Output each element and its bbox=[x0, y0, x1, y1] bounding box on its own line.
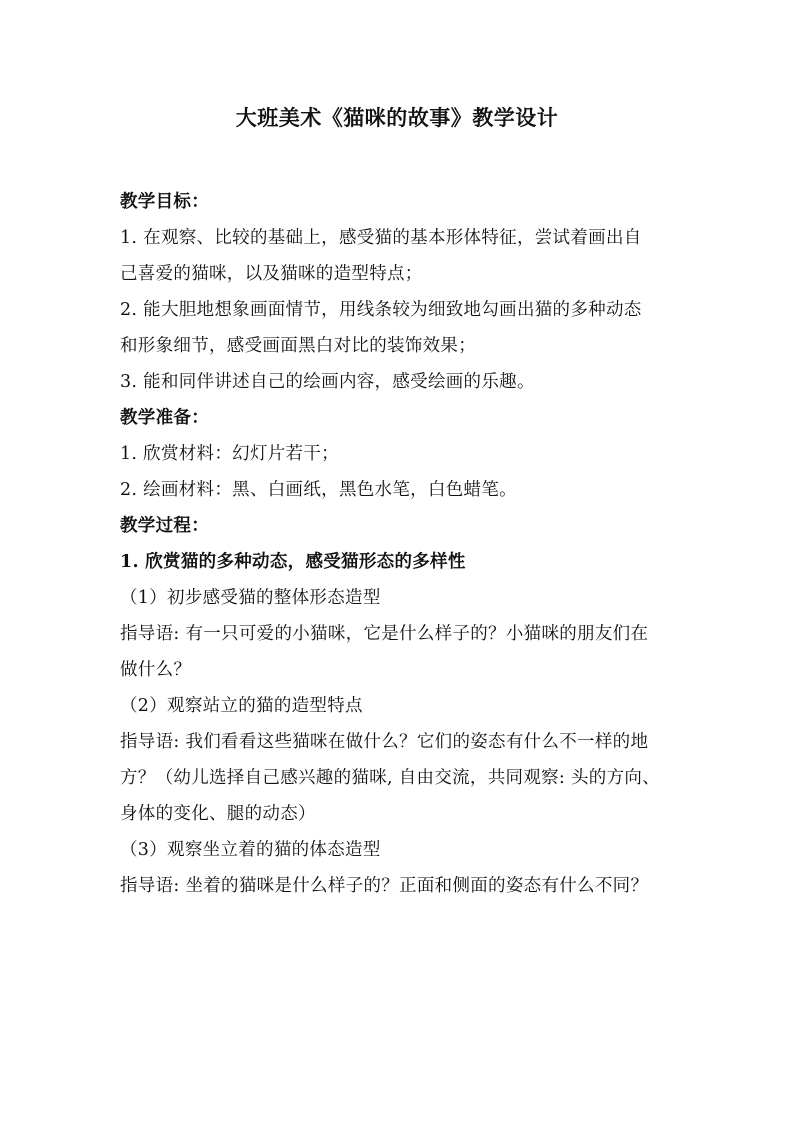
guide-2-line-3: 身体的变化、腿的动态） bbox=[120, 804, 316, 824]
guide-3-line-1: 指导语: 坐着的猫咪是什么样子的？正面和侧面的姿态有什么不同？ bbox=[120, 876, 649, 896]
guide-2-line-1: 指导语: 我们看看这些猫咪在做什么？它们的姿态有什么不一样的地 bbox=[120, 732, 649, 752]
prep-2: 2. 绘画材料：黑、白画纸，黑色水笔，白色蜡笔。 bbox=[120, 480, 517, 500]
goal-1-line-1: 1. 在观察、比较的基础上，感受猫的基本形体特征，尝试着画出自 bbox=[120, 228, 642, 248]
document-title: 大班美术《猫咪的故事》教学设计 bbox=[235, 105, 559, 130]
goal-3: 3. 能和同伴讲述自己的绘画内容，感受绘画的乐趣。 bbox=[120, 372, 535, 392]
substep-1: （1）初步感受猫的整体形态造型 bbox=[120, 588, 381, 608]
guide-2-line-2: 方？（幼儿选择自己感兴趣的猫咪, 自由交流，共同观察: 头的方向、 bbox=[120, 768, 660, 788]
goal-1-line-2: 己喜爱的猫咪，以及猫咪的造型特点； bbox=[120, 264, 423, 284]
substep-2: （2）观察站立的猫的造型特点 bbox=[120, 696, 363, 716]
heading-teaching-goals: 教学目标： bbox=[120, 192, 209, 212]
guide-1-line-1: 指导语: 有一只可爱的小猫咪，它是什么样子的？小猫咪的朋友们在 bbox=[120, 624, 649, 644]
heading-teaching-preparation: 教学准备： bbox=[120, 408, 209, 428]
guide-1-line-2: 做什么？ bbox=[120, 660, 192, 680]
goal-2-line-1: 2. 能大胆地想象画面情节，用线条较为细致地勾画出猫的多种动态 bbox=[120, 300, 642, 320]
process-step-1-heading: 1. 欣赏猫的多种动态，感受猫形态的多样性 bbox=[120, 552, 466, 572]
heading-teaching-process: 教学过程： bbox=[120, 516, 209, 536]
goal-2-line-2: 和形象细节，感受画面黑白对比的装饰效果； bbox=[120, 336, 476, 356]
substep-3: （3）观察坐立着的猫的体态造型 bbox=[120, 840, 381, 860]
prep-1: 1. 欣赏材料：幻灯片若干； bbox=[120, 444, 339, 464]
document-body bbox=[120, 184, 680, 904]
